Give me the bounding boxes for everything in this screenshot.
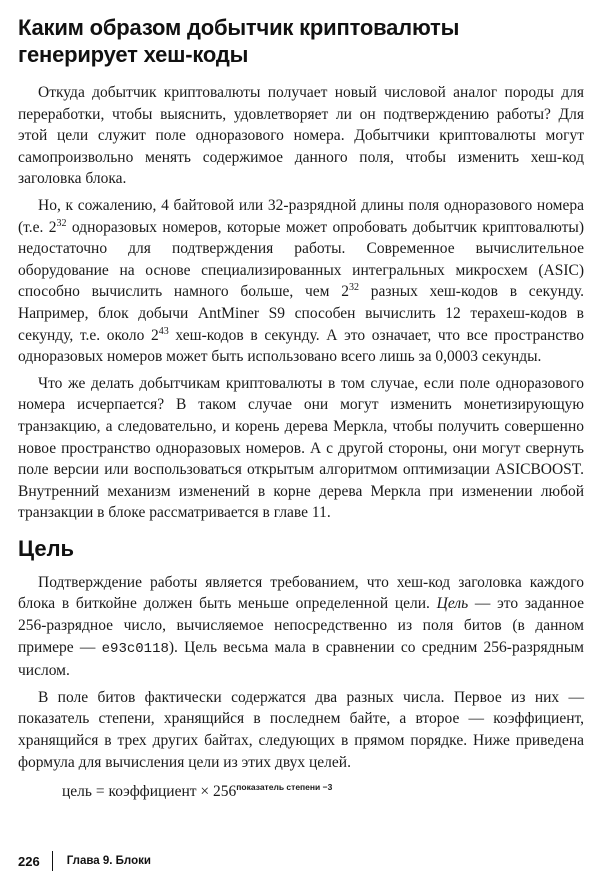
paragraph-nonce-length: Но, к сожалению, 4 байтовой или 32-разрядной длины поля одноразового номера (т.е. $2^{32}$ одноразовых номеров, которые может опробовать добытчик криптовалюты) недостаточно для подтверждения работы. Современное вычислительное оборудование на основе специализированных интегральных микросхем (ASIC) способно вычислить намного больше, чем $2^{32}$ разных хеш-кодов в секунду. Например, блок добычи AntMiner S9 способен вычислить 12 терахеш-кодов в секунду, т.е. около $2^{43}$ хеш-кодов в секунду. А это означает, что все пространство одноразовых номеров может быть использовано всего лишь за 0,0003 секунды.	[18, 196, 584, 366]
term-target: Цель	[436, 595, 469, 613]
page-footer	[18, 851, 151, 871]
subsection-heading-target: Цель	[18, 535, 75, 561]
footer-divider	[52, 851, 53, 871]
paragraph-bits-field: В поле битов фактически содержатся два разных числа. Первое из них — показатель степени, хранящийся в последнем байте, а второе — коэффициент, хранящийся в трех других байтах, следующих в прямом порядке. Ниже приведена формула для вычисления цели из этих двух целей.	[18, 688, 584, 771]
chapter-title: Глава 9. Блоки	[66, 855, 151, 867]
bits-value: e93c0118	[101, 640, 169, 657]
page-content	[18, 14, 584, 801]
page-number: 226	[18, 853, 40, 869]
paragraph-target-definition: Подтверждение работы является требованием, что хеш-код заголовка каждого блока в биткойне должен быть меньше определенной цели. Цель — это заданное 256-разрядное число, вычисляемое непосредственно из поля битов (в данном примере — e93c0118). Цель весьма мала в сравнении со средним 256-разрядным числом.	[18, 573, 584, 680]
section-heading: Каким образом добытчик криптовалюты генерирует хеш-коды	[18, 15, 460, 67]
paragraph-nonce-source: Откуда добытчик криптовалюты получает новый числовой аналог породы для переработки, чтобы выяснить, удовлетворяет ли он подтверждению работы? Для этой цели служит поле одноразового номера. Добытчики криптовалюты могут самопроизвольно менять содержимое данного поля, чтобы изменить хеш-код заголовка блока.	[18, 84, 584, 188]
formula-exponent: показатель степени −3	[236, 782, 333, 793]
target-formula: цель = коэффициент × $256^{показатель степени -3}$	[62, 782, 333, 801]
paragraph-nonce-exhausted: Что же делать добытчикам криптовалюты в том случае, если поле одноразового номера исчерпается? В таком случае они могут изменить монетизирующую транзакцию, а следовательно, и корень дерева Меркла, чтобы получить совершенно новое пространство одноразовых номеров. А с другой стороны, они могут свернуть поле версии или воспользоваться открытым алгоритмом оптимизации ASICBOOST. Внутренний механизм изменений в корне дерева Меркла при изменении любой транзакции в блоке рассматривается в главе 11.	[18, 374, 584, 522]
